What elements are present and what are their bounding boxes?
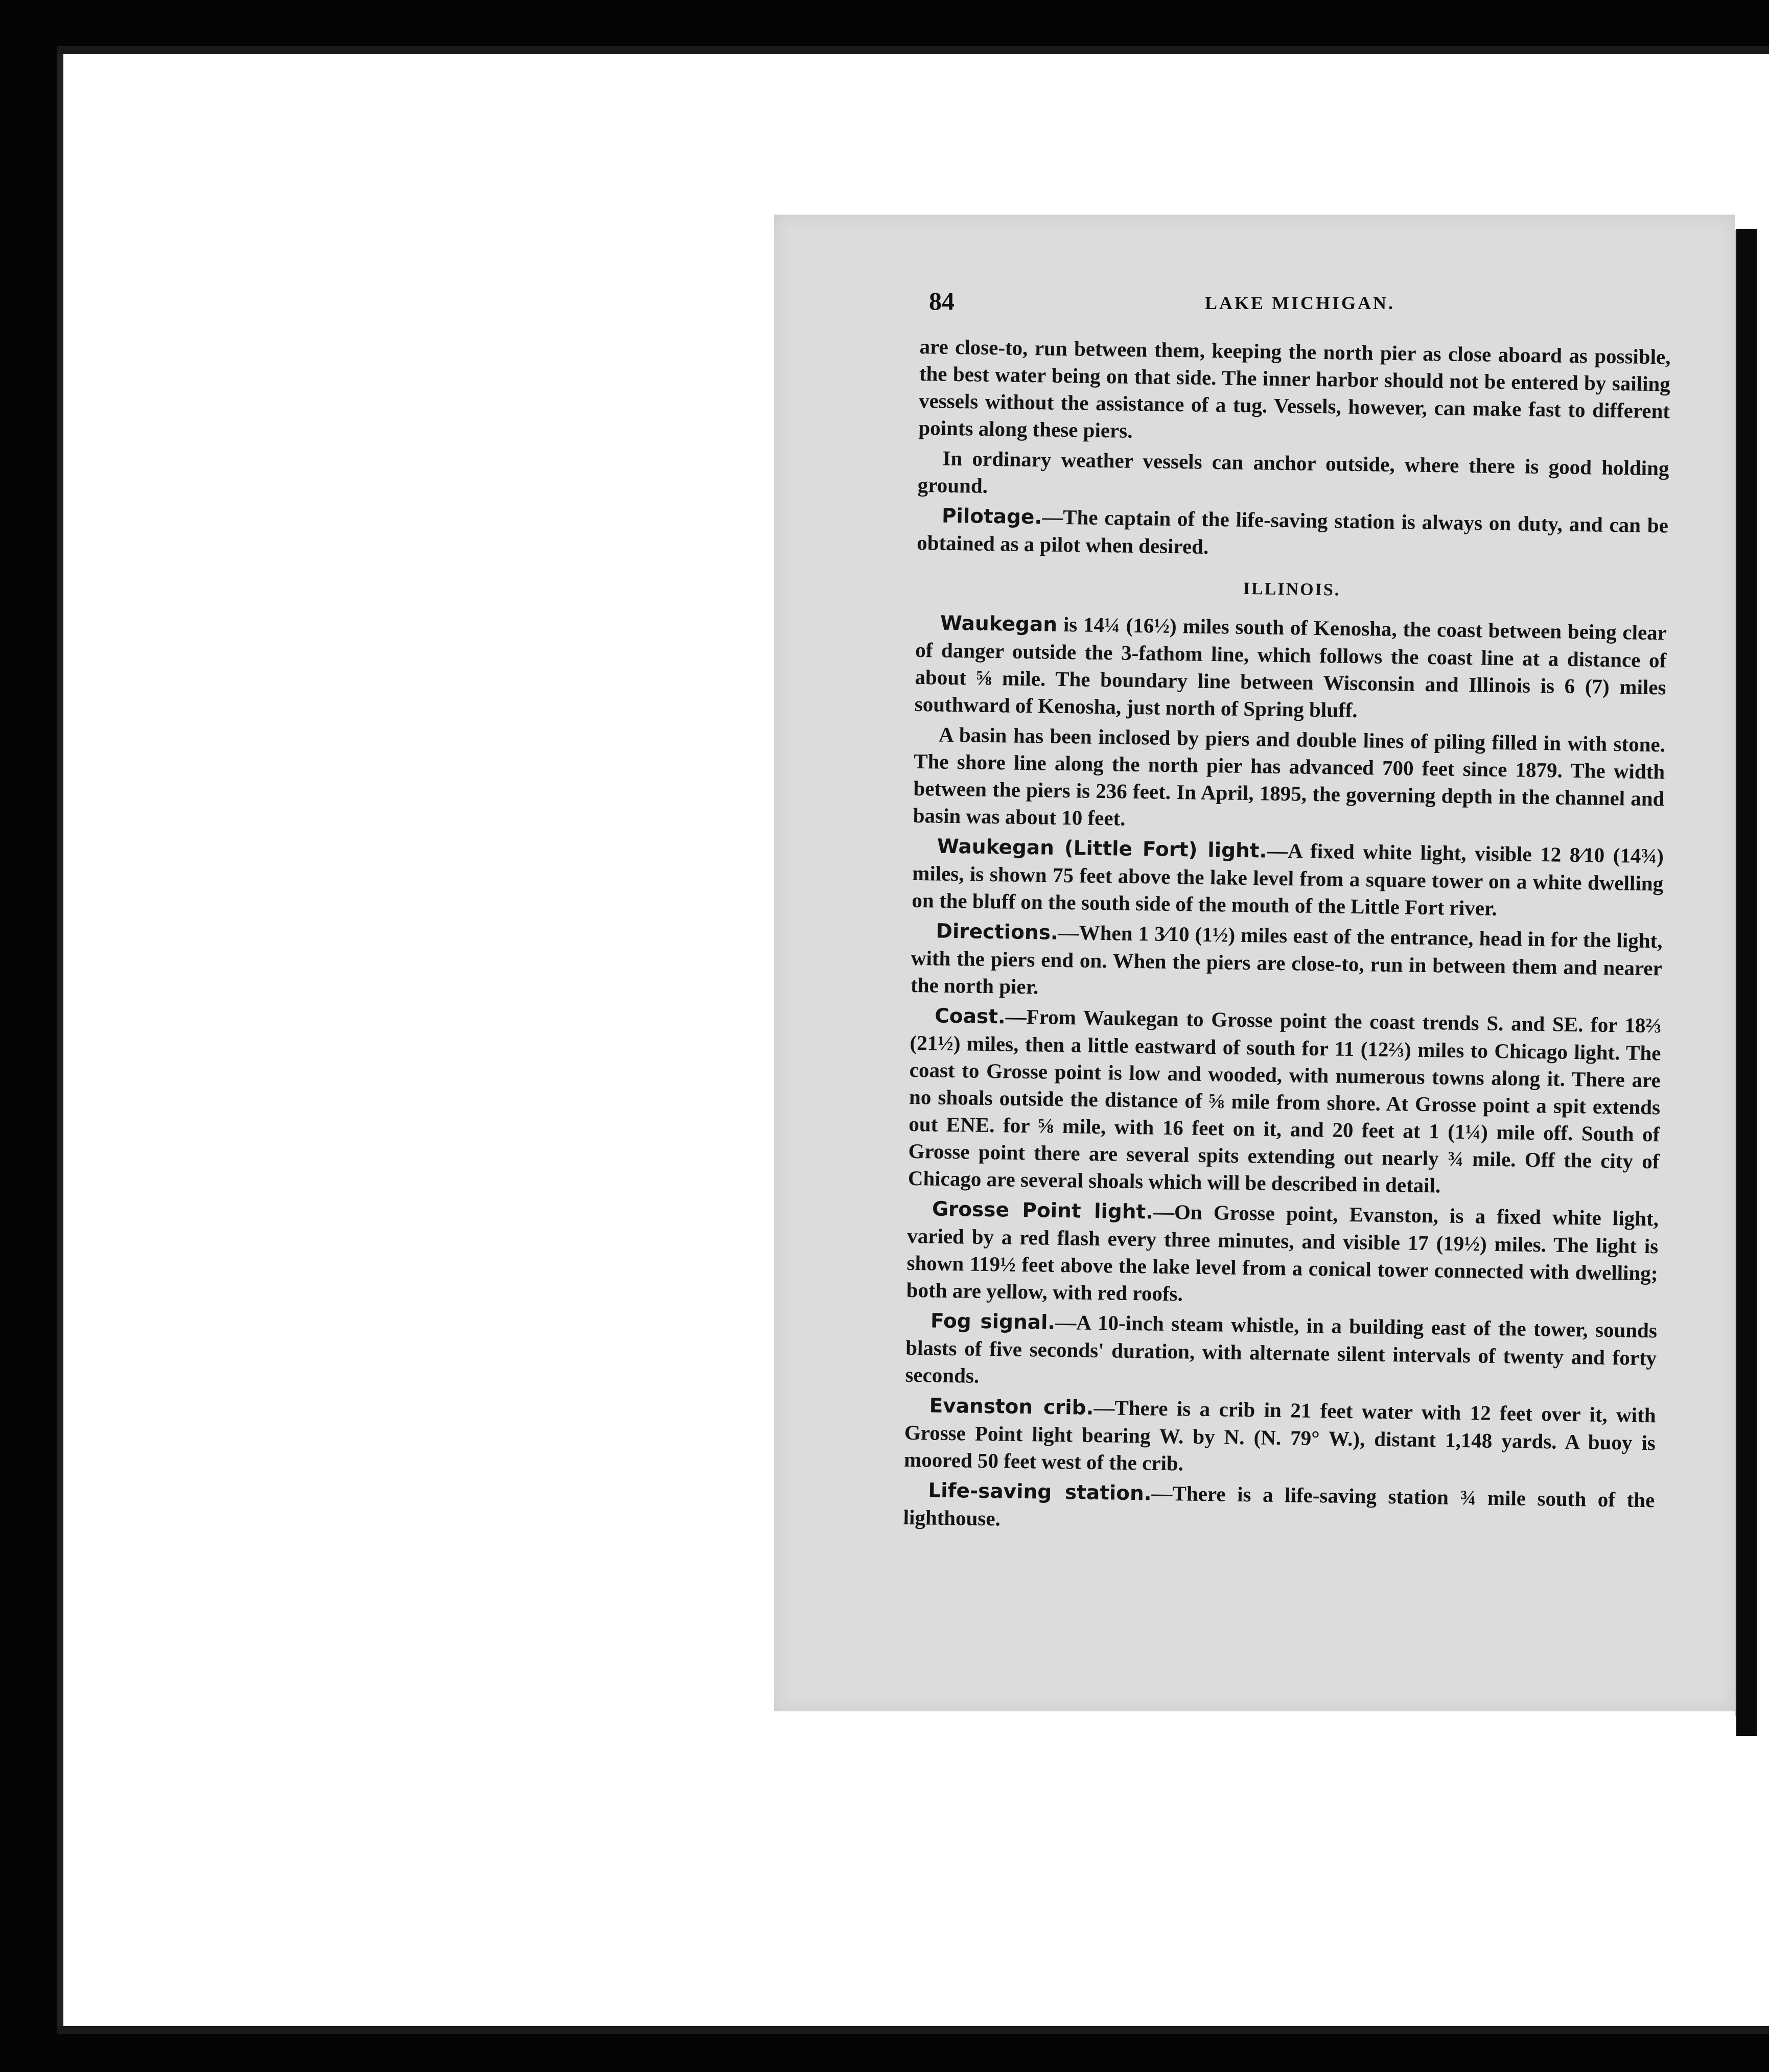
paragraph: [911, 917, 1663, 1009]
paragraph-heading: Coast.: [935, 1004, 1006, 1029]
paragraph: [905, 1307, 1657, 1399]
paragraph-text: In ordinary weather vessels can anchor outside, where there is good holding ground.: [917, 446, 1669, 498]
paragraph-heading: Waukegan: [940, 611, 1058, 637]
running-title: LAKE MICHIGAN.: [1205, 293, 1395, 313]
frame-edge-bottom: [57, 2026, 1769, 2034]
paragraph-heading: Grosse Point light.: [932, 1197, 1154, 1224]
section-title: ILLINOIS.: [1243, 579, 1341, 600]
paragraph-text: —From Waukegan to Grosse point the coast trends S. and SE. for 18⅔ (21½) miles, then a little eastward of south for 11 (12⅔) miles to Chicago light. The coast to Grosse point is low and wooded, with numerous towns along it. There are no shoals outside the distance of ⅝ mile from shore. At Grosse point a spit extends out ENE. for ⅝ mile, with 16 feet on it, and 20 feet at 1 (1¼) mile off. South of Grosse point there are several spits extending out nearly ¾ mile. Off the city of Chicago are several shoals which will be described in detail.: [907, 1004, 1662, 1197]
paragraph: [913, 721, 1665, 840]
paragraph-heading: Life-saving station.: [928, 1479, 1152, 1505]
paragraph-text: —The captain of the life-saving station is always on duty, and can be obtained as a pilot when desired.: [916, 505, 1669, 558]
paragraph: [906, 1195, 1659, 1314]
paragraph: [904, 1392, 1656, 1484]
page-body: [903, 333, 1671, 1544]
film-border-top: [0, 0, 1769, 46]
page-header: [929, 286, 1675, 322]
paragraph-text: —On Grosse point, Evanston, is a fixed white light, varied by a red flash every three minutes, and visible 17 (19½) miles. The light is shown 119½ feet above the lake level from a conical tower connected with dwelling; both are yellow, with red roofs.: [906, 1199, 1659, 1306]
paragraph-heading: Pilotage.: [941, 504, 1042, 529]
paragraph-text: A basin has been inclosed by piers and double lines of piling filled in with stone. The shore line along the north pier has advanced 700 feet since 1879. The width between the piers is 236 feet. In April, 1895, the governing depth in the channel and basin was about 10 feet.: [913, 722, 1666, 830]
paragraph-heading: Waukegan (Little Fort) light.: [937, 835, 1267, 863]
paragraph-text: is 14¼ (16½) miles south of Kenosha, the coast between being clear of danger outside the 3-fathom line, which follows the coast line at a distance of about ⅝ mile. The boundary line between Wisconsin and Illinois is 6 (7) miles southward of Kenosha, just north of Spring bluff.: [914, 612, 1667, 722]
book-binding-edge: [1736, 229, 1757, 1736]
paragraph-text: —A 10-inch steam whistle, in a building east of the tower, sounds blasts of five seconds' duration, with alternate silent intervals of twenty and forty seconds.: [905, 1310, 1658, 1387]
paragraph: [908, 1002, 1662, 1202]
paragraph-text: are close-to, run between them, keeping the north pier as close aboard as possible, the best water being on that side. The inner harbor should not be entered by sailing vessels without the assistance of a tug. Vessels, however, can make fast to different points along these piers.: [918, 334, 1671, 442]
paragraph-text: —A fixed white light, visible 12 8⁄10 (14¾) miles, is shown 75 feet above the lake level from a square tower on a white dwelling on the bluff on the south side of the mouth of the Little Fort river.: [912, 838, 1664, 920]
paragraph-text: —There is a life-saving station ¾ mile south of the lighthouse.: [903, 1481, 1655, 1531]
paragraph-heading: Directions.: [936, 920, 1059, 945]
paragraph: [912, 832, 1664, 925]
paragraph: [917, 502, 1668, 567]
frame-edge-top: [57, 46, 1769, 54]
paragraph: [903, 1476, 1655, 1542]
paragraph-text: —When 1 3⁄10 (1½) miles east of the entrance, head in for the light, with the piers end on. When the piers are close-to, run in between them and nearer the north pier.: [910, 920, 1663, 999]
paragraph-heading: Evanston crib.: [929, 1394, 1094, 1420]
paragraph-heading: Fog signal.: [930, 1309, 1056, 1334]
page-number: 84: [929, 287, 955, 315]
film-border-bottom: [0, 2034, 1769, 2072]
paragraph: [918, 333, 1671, 452]
film-border-left: [0, 0, 57, 2072]
paragraph: [917, 444, 1669, 509]
paragraph: [914, 609, 1667, 728]
paragraph-text: —There is a crib in 21 feet water with 12 feet over it, with Grosse Point light bearing W. by N. (N. 79° W.), distant 1,148 yards. A buoy is moored 50 feet west of the crib.: [903, 1395, 1656, 1475]
frame-edge-left: [57, 46, 63, 2034]
